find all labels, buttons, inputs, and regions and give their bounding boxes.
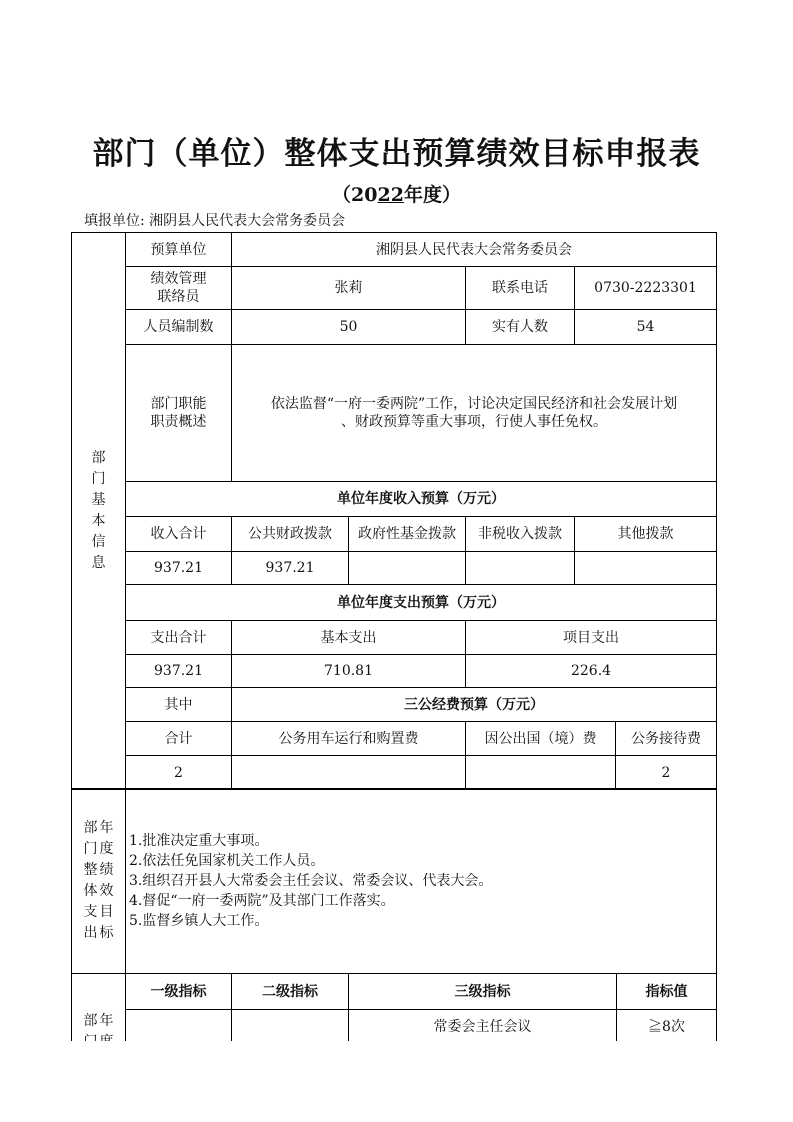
indicator-header: 一级指标 [126,974,232,1010]
page-title: 部门（单位）整体支出预算绩效目标申报表 [92,136,701,172]
contact-name: 张莉 [232,267,466,310]
performance-form [71,232,717,790]
sangong-header: 公务用车运行和购置费 [232,722,466,756]
duty-text: 依法监督“一府一委两院”工作，讨论决定国民经济和社会发展计划 、财政预算等重大事项，行使人事任免权。 [232,345,717,482]
filler-unit: 填报单位: 湘阴县人民代表大会常务委员会 [84,213,346,229]
expense-header: 基本支出 [232,621,466,655]
staff-actual-value: 54 [575,310,717,345]
goal-item: 3.组织召开县人大常委会主任会议、常委会议、代表大会。 [129,873,493,889]
sangong-value [466,756,616,790]
expense-value: 226.4 [466,655,717,688]
goals-table [71,788,717,974]
staff-quota-label: 人员编制数 [126,310,232,345]
goal-item: 5.监督乡镇人大工作。 [129,913,269,929]
income-header: 其他拨款 [575,517,717,552]
sangong-value: 2 [126,756,232,790]
indicator-value: ≧8次 [617,1010,717,1044]
year-underlined: 22 [377,184,404,206]
budget-unit-value: 湘阴县人民代表大会常务委员会 [232,233,717,267]
income-header: 收入合计 [126,517,232,552]
income-value: 937.21 [232,552,349,585]
expense-title: 单位年度支出预算（万元） [126,585,717,621]
income-value [349,552,466,585]
section-basic-info [72,233,126,790]
section-goal-col2: 年 度 绩 效 目 标 [99,820,114,941]
income-value [466,552,575,585]
section-goal [72,789,126,974]
page-cut-mask [0,1041,793,1122]
expense-value: 710.81 [232,655,466,688]
sangong-header: 合计 [126,722,232,756]
section-goal-col1: 部 门 整 体 支 出 [83,820,98,941]
goal-item: 2.依法任免国家机关工作人员。 [129,853,325,869]
section-indicators: 部 年 [72,974,126,1074]
phone-label: 联系电话 [466,267,575,310]
income-header: 非税收入拨款 [466,517,575,552]
section-basic-label: 部 门 基 本 信 息 [91,450,106,571]
indicator-header: 三级指标 [349,974,617,1010]
staff-quota-value: 50 [232,310,466,345]
budget-unit-label: 预算单位 [126,233,232,267]
sangong-value [232,756,466,790]
income-header: 政府性基金拨款 [349,517,466,552]
sangong-title: 三公经费预算（万元） [232,688,717,722]
contact-label: 绩效管理 联络员 [126,267,232,310]
sangong-header: 公务接待费 [616,722,717,756]
income-title: 单位年度收入预算（万元） [126,482,717,517]
income-value: 937.21 [126,552,232,585]
indicator-header: 二级指标 [232,974,349,1010]
indicator-l3: 常委会主任会议 [349,1010,617,1044]
goal-item: 1.批准决定重大事项。 [129,833,269,849]
sangong-value: 2 [616,756,717,790]
sangong-header: 因公出国（境）费 [466,722,616,756]
expense-value: 937.21 [126,655,232,688]
staff-actual-label: 实有人数 [466,310,575,345]
expense-header: 项目支出 [466,621,717,655]
income-value [575,552,717,585]
year-line: （2022年度） [332,184,461,206]
duty-label: 部门职能 职责概述 [126,345,232,482]
goal-item: 4.督促“一府一委两院”及其部门工作落实。 [129,893,395,909]
phone-value: 0730-2223301 [575,267,717,310]
goals-list [126,789,717,974]
income-header: 公共财政拨款 [232,517,349,552]
sangong-side-label: 其中 [126,688,232,722]
expense-header: 支出合计 [126,621,232,655]
indicator-header: 指标值 [617,974,717,1010]
